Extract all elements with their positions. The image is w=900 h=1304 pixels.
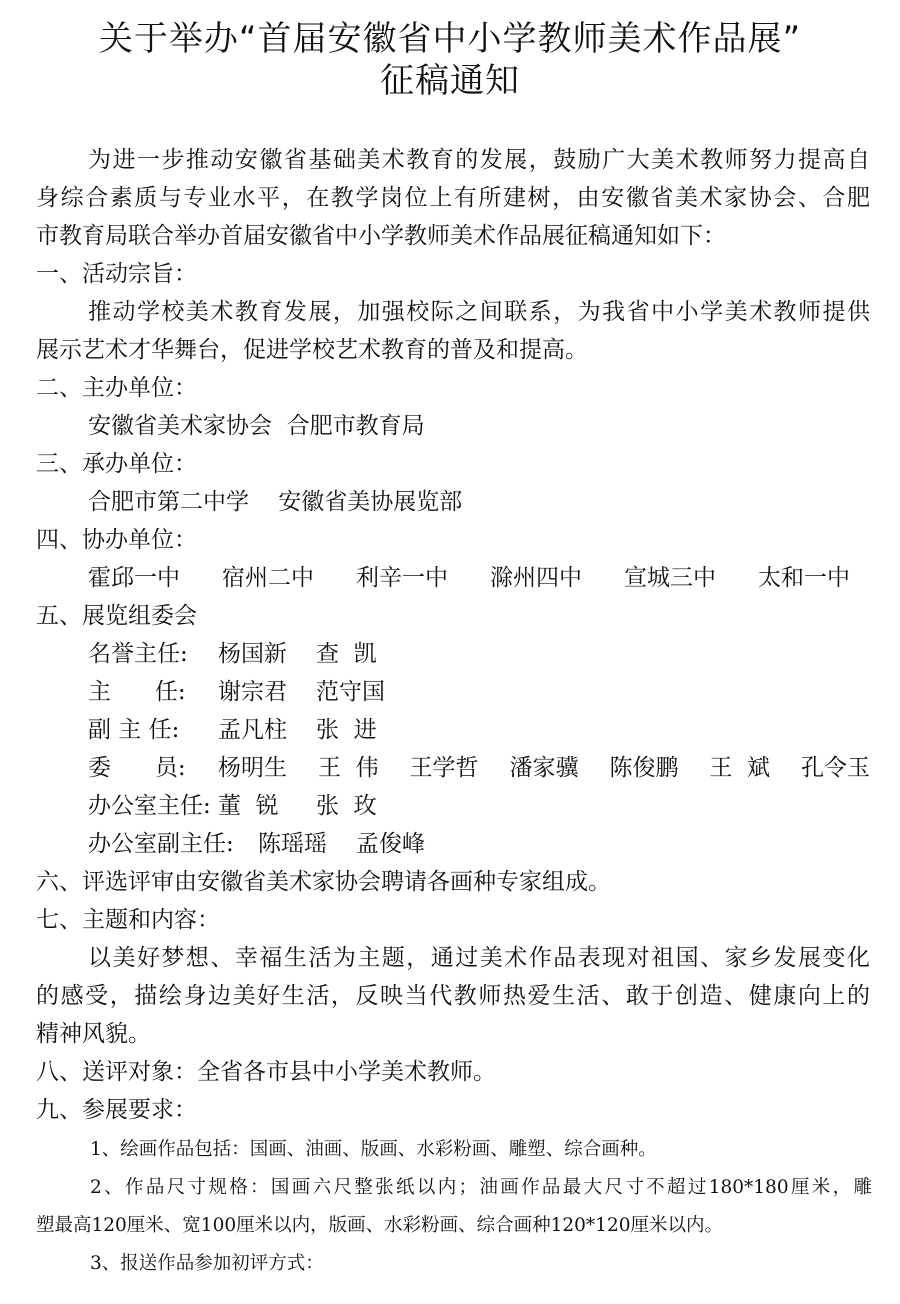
co-organizer-item: 宣城三中 [624,565,716,591]
committee-name: 孟凡柱 [218,717,287,743]
committee-name: 张 进 [316,717,377,743]
director-label: 主 任: [88,679,186,705]
section-1-line-2: 展示艺术才华舞台，促进学校艺术教育的普及和提高。 [36,337,588,363]
committee-name: 王学哲 [409,755,479,781]
co-organizer-item: 滁州四中 [490,565,582,591]
section-7-line-3: 精神风貌。 [36,1021,151,1047]
section-7-heading: 七、主题和内容： [36,907,220,933]
section-5-heading: 五、展览组委会 [36,603,197,629]
committee-name: 杨明生 [218,755,287,781]
requirement-2-line-2: 塑最高120厘米、宽100厘米以内，版画、水彩粉画、综合画种120*120厘米以内。 [36,1215,723,1236]
committee-name: 张 玫 [316,793,377,819]
committee-name: 杨国新 [218,641,287,667]
committee-name: 潘家骥 [509,755,579,781]
section-4-heading: 四、协办单位： [36,527,197,553]
section-9-heading: 九、参展要求： [36,1097,197,1123]
committee-name: 董 锐 [218,793,279,819]
committee-name: 陈俊鹏 [609,755,679,781]
co-organizer-list [88,564,850,592]
committee-name: 范守国 [316,679,385,705]
committee-name: 查 凯 [316,641,377,667]
co-organizer-item: 太和一中 [758,565,850,591]
section-2-text: 安徽省美术家协会 合肥市教育局 [88,413,425,439]
committee-name: 孔令玉 [800,755,870,781]
doc-title-line-1: 关于举办“首届安徽省中小学教师美术作品展” [98,19,802,59]
office-deputy-label: 办公室副主任: [88,831,234,857]
members-label: 委 员: [88,755,186,781]
committee-name: 王 伟 [317,755,379,781]
co-organizer-item: 霍邱一中 [88,565,180,591]
intro-line-3: 市教育局联合举办首届安徽省中小学教师美术作品展征稿通知如下： [36,223,726,249]
section-1-line-1: 推动学校美术教育发展，加强校际之间联系，为我省中小学美术教师提供 [88,299,870,325]
intro-line-2: 身综合素质与专业水平，在教学岗位上有所建树，由安徽省美术家协会、合肥 [36,185,870,211]
intro-line-1: 为进一步推动安徽省基础美术教育的发展，鼓励广大美术教师努力提高自 [88,147,870,173]
honorary-label: 名誉主任: [88,641,188,667]
co-organizer-item: 利辛一中 [356,565,448,591]
section-2-heading: 二、主办单位： [36,375,197,401]
doc-title-line-2: 征稿通知 [380,61,520,101]
committee-name: 王 斌 [709,755,771,781]
committee-name: 孟俊峰 [356,831,425,857]
committee-name: 陈瑶瑶 [258,831,327,857]
section-7-line-2: 的感受，描绘身边美好生活，反映当代教师热爱生活、敢于创造、健康向上的 [36,983,870,1009]
co-organizer-item: 宿州二中 [222,565,314,591]
members-list [218,754,870,782]
section-1-heading: 一、活动宗旨： [36,261,197,287]
section-7-line-1: 以美好梦想、幸福生活为主题，通过美术作品表现对祖国、家乡发展变化 [88,945,870,971]
section-3-text: 合肥市第二中学 安徽省美协展览部 [88,489,463,515]
committee-name: 谢宗君 [218,679,287,705]
requirement-2-line-1: 2、作品尺寸规格：国画六尺整张纸以内；油画作品最大尺寸不超过180*180厘米，雕 [90,1177,872,1198]
requirement-1: 1、绘画作品包括：国画、油画、版画、水彩粉画、雕塑、综合画种。 [90,1139,657,1160]
section-3-heading: 三、承办单位： [36,451,197,477]
office-label: 办公室主任: [88,793,211,819]
section-6-heading: 六、评选评审由安徽省美术家协会聘请各画种专家组成。 [36,869,611,895]
deputy-label: 副 主 任: [88,717,180,743]
requirement-3: 3、报送作品参加初评方式： [90,1253,324,1274]
section-8-heading: 八、送评对象：全省各市县中小学美术教师。 [36,1059,496,1085]
